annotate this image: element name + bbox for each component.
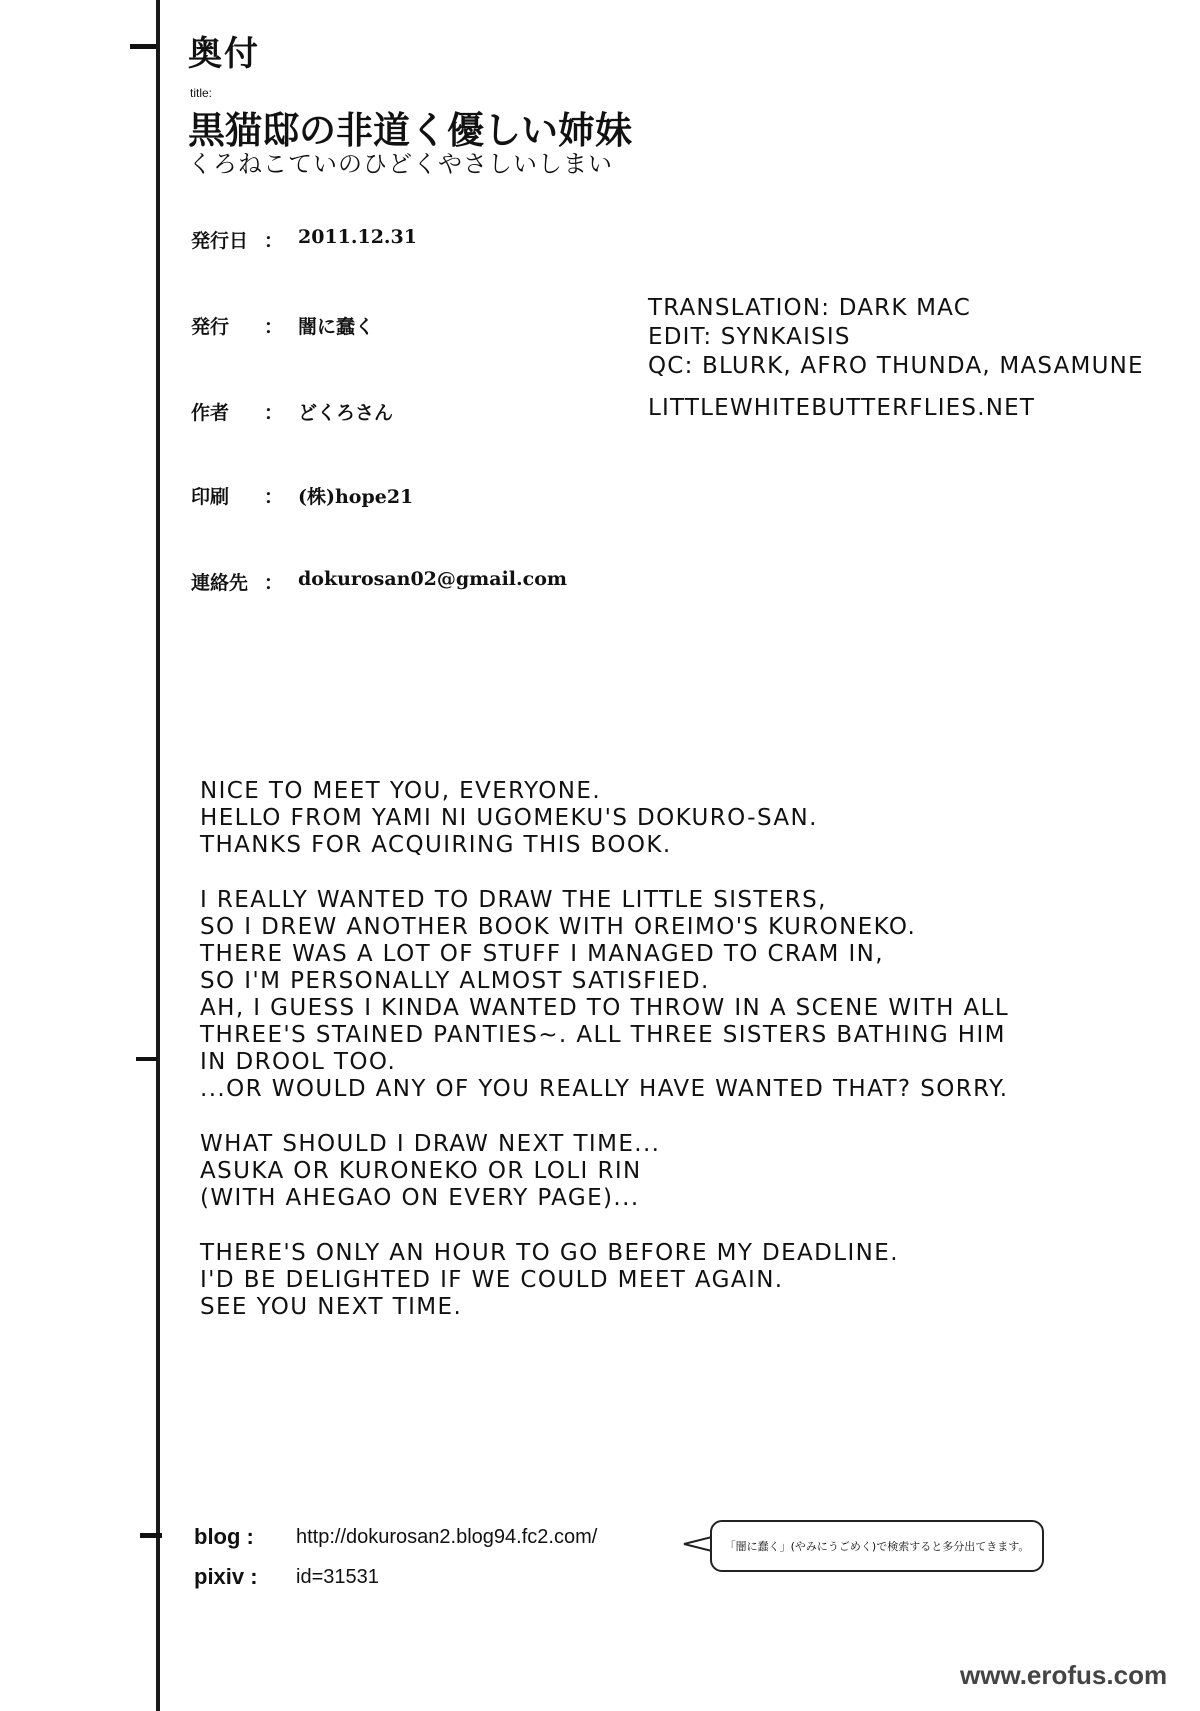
afterword-line: SO I DREW ANOTHER BOOK WITH OREIMO'S KURONEKO. (200, 914, 917, 940)
speech-bubble (710, 1520, 1044, 1572)
meta-colon: ： (264, 316, 284, 338)
meta-value-author: どくろさん (298, 402, 394, 424)
speech-bubble-tail (682, 1533, 712, 1555)
afterword-line: THERE'S ONLY AN HOUR TO GO BEFORE MY DEADLINE. (200, 1240, 899, 1266)
afterword-line: IN DROOL TOO. (200, 1049, 397, 1075)
meta-label-date: 発行日 (191, 230, 249, 252)
pixiv-label: pixiv : (194, 1564, 258, 1589)
credit-qc: QC: BLURK, AFRO THUNDA, MASAMUNE (648, 353, 1144, 379)
footer-dash (140, 1533, 162, 1538)
afterword-line: I'D BE DELIGHTED IF WE COULD MEET AGAIN. (200, 1267, 784, 1293)
afterword-paragraph (200, 887, 1009, 1103)
afterword-line: THREE'S STAINED PANTIES~. ALL THREE SISTERS BATHING HIM (200, 1022, 1006, 1048)
meta-colon: ： (264, 230, 284, 252)
book-title-reading: くろねこていのひどくやさしいしまい (188, 150, 613, 178)
blog-link[interactable]: http://dokurosan2.blog94.fc2.com/ (296, 1526, 598, 1548)
afterword-line: AH, I GUESS I KINDA WANTED TO THROW IN A SCENE WITH ALL (200, 995, 1010, 1021)
afterword-line: THERE WAS A LOT OF STUFF I MANAGED TO CRAM IN, (200, 941, 884, 967)
meta-value-publisher: 闇に蠢く (298, 316, 375, 338)
margin-rule (156, 0, 160, 1711)
afterword-line: SO I'M PERSONALLY ALMOST SATISFIED. (200, 968, 710, 994)
afterword-line: WHAT SHOULD I DRAW NEXT TIME... (200, 1131, 661, 1157)
afterword-line: ...OR WOULD ANY OF YOU REALLY HAVE WANTED THAT? SORRY. (200, 1076, 1009, 1102)
afterword-line: ASUKA OR KURONEKO OR LOLI RIN (200, 1158, 642, 1184)
afterword-paragraph (200, 1131, 1009, 1212)
meta-colon: ： (264, 402, 284, 424)
afterword-paragraph (200, 1240, 1009, 1321)
pixiv-id: id=31531 (296, 1566, 379, 1588)
meta-value-printer: (株)hope21 (298, 486, 414, 508)
meta-label-author: 作者 (191, 402, 230, 424)
credit-site: LITTLEWHITEBUTTERFLIES.NET (648, 395, 1036, 421)
afterword-line: THANKS FOR ACQUIRING THIS BOOK. (200, 832, 672, 858)
afterword (200, 778, 1009, 1321)
meta-label-printer: 印刷 (191, 486, 230, 508)
meta-colon: ： (264, 486, 284, 508)
meta-label-publisher: 発行 (191, 316, 230, 338)
credit-edit: EDIT: SYNKAISIS (648, 324, 851, 350)
meta-value-contact: dokurosan02@gmail.com (298, 568, 567, 590)
credits-block (648, 294, 1144, 423)
credit-translation: TRANSLATION: DARK MAC (648, 295, 971, 321)
meta-value-date: 2011.12.31 (298, 226, 417, 248)
meta-colon: ： (264, 572, 284, 594)
afterword-line: (WITH AHEGAO ON EVERY PAGE)... (200, 1185, 640, 1211)
title-label: title: (190, 86, 213, 100)
page-heading: 奥付 (188, 34, 260, 74)
blog-label: blog : (194, 1524, 254, 1549)
meta-label-contact: 連絡先 (191, 572, 249, 594)
heading-dash (130, 44, 156, 49)
afterword-line: NICE TO MEET YOU, EVERYONE. (200, 778, 602, 804)
speech-bubble-text: 「闇に蠢く」(やみにうごめく)で検索すると多分出てきます。 (724, 1540, 1030, 1553)
afterword-paragraph (200, 778, 1009, 859)
afterword-line: HELLO FROM YAMI NI UGOMEKU'S DOKURO-SAN. (200, 805, 818, 831)
margin-dash (136, 1057, 158, 1061)
afterword-line: I REALLY WANTED TO DRAW THE LITTLE SISTERS, (200, 887, 827, 913)
afterword-line: SEE YOU NEXT TIME. (200, 1294, 463, 1320)
book-title: 黒猫邸の非道く優しい姉妹 (188, 108, 632, 152)
watermark: www.erofus.com (960, 1660, 1168, 1690)
